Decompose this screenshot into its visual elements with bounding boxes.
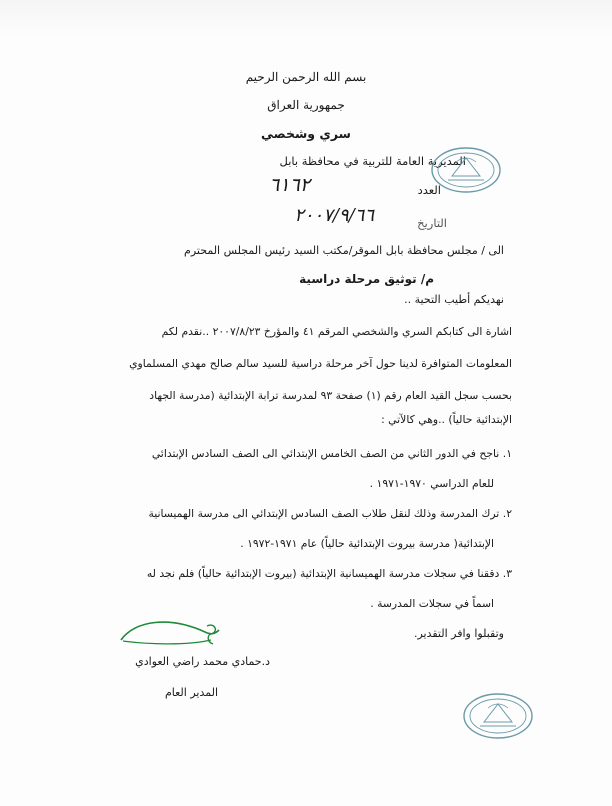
greeting-line: نهديكم أطيب التحية .. <box>404 293 504 306</box>
recipient-line: الى / مجلس محافظة بابل الموقر/مكتب السيد رئيس المجلس المحترم <box>184 244 504 257</box>
date-value-handwritten: ٢٠٠٧/٩/٦٦ <box>294 205 374 226</box>
subject-line: م/ توثيق مرحلة دراسية <box>299 272 434 286</box>
date-label: التاريخ <box>417 216 447 230</box>
list-item-line: ٢. ترك المدرسة وذلك لنقل طلاب الصف السادس الإبتدائي الى مدرسة الهميسانية <box>148 507 512 520</box>
signer-name: د.حمادي محمد راضي العوادي <box>135 655 270 668</box>
list-item-line: ١. ناجح في الدور الثاني من الصف الخامس الإبتدائي الى الصف السادس الإبتدائي <box>151 447 512 460</box>
body-line: اشارة الى كتابكم السري والشخصي المرقم ٤١ والمؤرخ ٢٠٠٧/٨/٢٣ ..نقدم لكم <box>161 325 512 338</box>
number-label: العدد <box>417 183 441 197</box>
ministry-seal-stamp <box>430 146 502 194</box>
signer-title: المدير العام <box>164 686 218 699</box>
list-item-line: للعام الدراسي ١٩٧٠-١٩٧١ . <box>369 477 494 490</box>
body-line: بحسب سجل القيد العام رقم (١) صفحة ٩٣ لمدرسة ترابة الإبتدائية (مدرسة الجهاد <box>149 389 512 402</box>
closing-line: وتقبلوا وافر التقدير. <box>413 627 504 640</box>
number-value-handwritten: ٦١٦٢ <box>269 174 310 196</box>
directorate-name: المديرية العامة للتربية في محافظة بابل <box>279 154 466 168</box>
body-line: المعلومات المتوافرة لدينا حول آخر مرحلة دراسية للسيد سالم صالح مهدي المسلماوي <box>129 357 512 370</box>
handwritten-signature <box>115 610 225 650</box>
country-header: جمهورية العراق <box>267 98 345 112</box>
classification-label: سري وشخصي <box>261 126 351 141</box>
list-item-line: الإبتدائية( مدرسة بيروت الإبتدائية حالياً) عام ١٩٧١-١٩٧٢ . <box>240 537 494 550</box>
list-item-line: اسماً في سجلات المدرسة . <box>370 597 494 610</box>
bismillah-line: بسم الله الرحمن الرحيم <box>245 70 367 84</box>
body-line: الإبتدائية حالياً) ..وهي كالآتي : <box>381 413 512 426</box>
ministry-seal-stamp <box>462 692 534 740</box>
scan-shading <box>0 0 612 40</box>
list-item-line: ٣. دققنا في سجلات مدرسة الهميسانية الإبتدائية (بيروت الإبتدائية حالياً) فلم نجد له <box>146 567 512 580</box>
